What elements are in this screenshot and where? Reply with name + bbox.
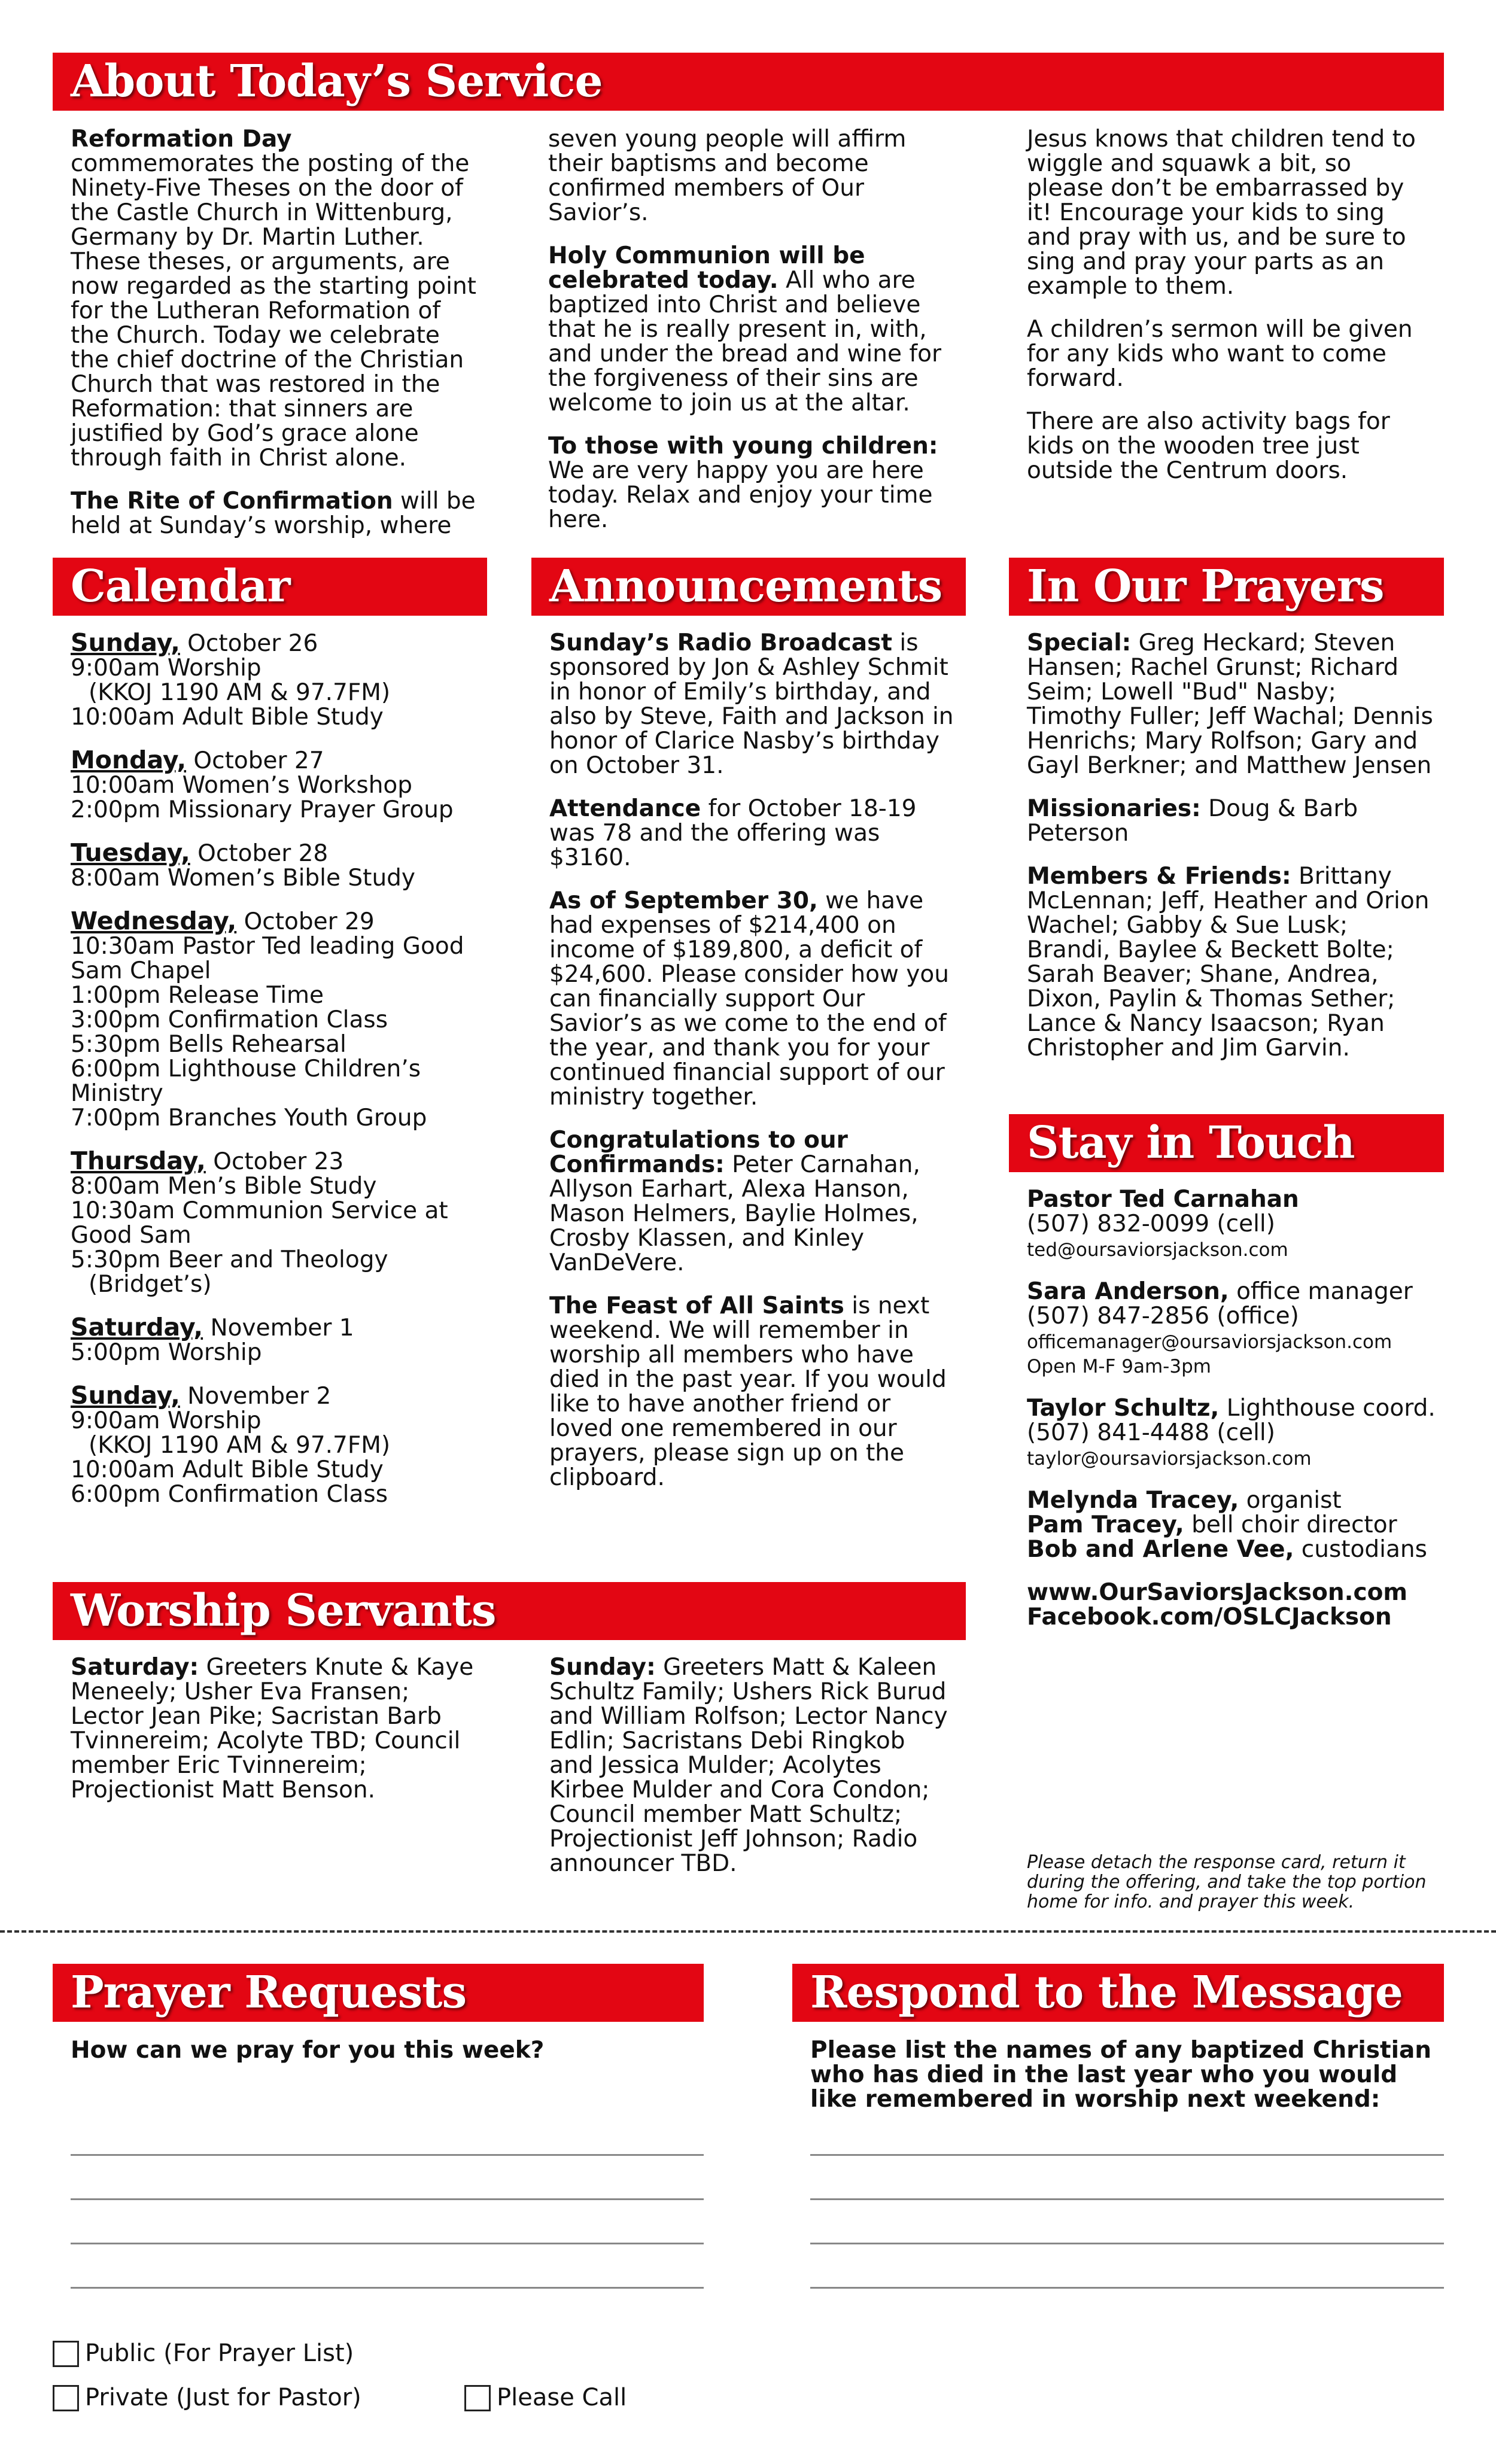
custodian-name: Bob and Arlene Vee, xyxy=(1027,1536,1294,1563)
calendar-list xyxy=(71,628,484,1525)
day-label: Saturday, xyxy=(71,1313,203,1341)
event: (KKOJ 1190 AM & 97.7FM) xyxy=(89,679,391,706)
announcement-text: Peter Carnahan, Allyson Earhart, Alexa Hanson, Mason Helmers, Baylie Holmes, Crosby Klassen, and Kinley VanDeVere. xyxy=(549,1151,920,1276)
day-label: Tuesday, xyxy=(71,838,190,867)
servants-sunday-text xyxy=(549,1655,956,1876)
calendar-banner xyxy=(53,558,487,616)
about-p2 xyxy=(71,489,478,538)
servants-sunday-bold: Sunday: xyxy=(549,1654,656,1681)
respond-write-line-4[interactable] xyxy=(810,2287,1444,2289)
calendar-day-thursday xyxy=(71,1146,484,1298)
announcement-item xyxy=(549,631,956,778)
about-col-1 xyxy=(71,127,478,556)
announcement-text: we have had expenses of $214,400 on income of $189,800, a deficit of $24,600. Please consider how you can financially support Our Savior’s as we come to the end of the year, and thank you for your continued financial support of our ministry together. xyxy=(549,887,949,1111)
about-p1-bold: Reformation Day xyxy=(71,126,292,153)
please-call-checkbox[interactable] xyxy=(464,2385,491,2411)
office-role: office manager xyxy=(1229,1278,1413,1305)
facebook-link[interactable]: Facebook.com/OSLCJackson xyxy=(1027,1604,1392,1631)
announcement-item xyxy=(549,1128,956,1275)
calendar-day-monday xyxy=(71,748,484,822)
calendar-day-saturday xyxy=(71,1315,484,1365)
office-phone: (507) 847-2856 (office) xyxy=(1027,1303,1299,1330)
about-banner xyxy=(53,53,1444,111)
prayer-text: Brittany McLennan; Jeff, Heather and Orion Wachel; Gabby & Sue Lusk; Brandi, Baylee & Beckett Bolte; Sarah Beaver; Shane, Andrea, Dixon, Paylin & Thomas Sether; Lance & Nancy Isaacson; Ryan Christopher and Jim Garvin. xyxy=(1027,863,1430,1061)
event: 8:00am Men’s Bible Study xyxy=(71,1173,377,1200)
announcement-item xyxy=(549,889,956,1109)
about-p6-text: Jesus knows that children tend to wiggle and squawk a bit, so please don’t be embarrassed by it! Encourage your kids to sing and pray with us, and be sure to sing and pray your parts as an example to them. xyxy=(1027,126,1416,300)
event: 10:00am Adult Bible Study xyxy=(71,704,384,731)
about-p2-text: will be held at Sunday’s worship, where xyxy=(71,488,476,539)
prayer-write-line-3[interactable] xyxy=(71,2243,704,2244)
respond-write-line-3[interactable] xyxy=(810,2243,1444,2244)
coord-email[interactable]: taylor@oursaviorsjackson.com xyxy=(1027,1448,1312,1470)
detach-note-text: Please detach the response card, return it during the offering, and take the top portion home for info. and prayer this week. xyxy=(1027,1852,1427,1912)
about-col-3 xyxy=(1027,127,1434,501)
about-p3 xyxy=(548,127,955,225)
prayer-write-line-2[interactable] xyxy=(71,2198,704,2200)
event: 9:00am Worship xyxy=(71,1407,262,1434)
day-date: October 26 xyxy=(180,630,318,657)
respond-write-line-1[interactable] xyxy=(810,2154,1444,2156)
day-date: November 2 xyxy=(180,1383,332,1410)
announcement-item xyxy=(549,796,956,870)
public-checkbox[interactable] xyxy=(53,2341,79,2367)
public-checkbox-label: Public (For Prayer List) xyxy=(85,2340,354,2367)
coord-name: Taylor Schultz, xyxy=(1027,1395,1220,1422)
prayer-requests-title: Prayer Requests xyxy=(71,1967,467,2018)
custodian-role: custodians xyxy=(1294,1536,1427,1563)
prayer-item xyxy=(1027,796,1436,845)
prayer-requests-question: How can we pray for you this week? xyxy=(71,2037,545,2064)
event: 10:30am Communion Service at Good Sam xyxy=(71,1197,448,1249)
day-date: November 1 xyxy=(203,1315,354,1341)
prayers-banner xyxy=(1009,558,1444,616)
prayer-item xyxy=(1027,864,1436,1060)
day-label: Sunday, xyxy=(71,1381,180,1410)
respond-write-line-2[interactable] xyxy=(810,2198,1444,2200)
about-p1 xyxy=(71,127,478,470)
about-p4 xyxy=(548,244,955,415)
about-p2-bold: The Rite of Confirmation xyxy=(71,488,393,515)
coord-phone: (507) 841-4488 (cell) xyxy=(1027,1419,1275,1446)
announcements-banner xyxy=(531,558,966,616)
prayer-item xyxy=(1027,631,1436,778)
servants-title: Worship Servants xyxy=(71,1585,496,1636)
day-date: October 23 xyxy=(205,1148,344,1175)
event: 10:00am Adult Bible Study xyxy=(71,1456,384,1483)
servants-saturday-list: Greeters Knute & Kaye Meneely; Usher Eva Fransen; Lector Jean Pike; Sacristan Barb Tvinnereim; Acolyte TBD; Council member Eric Tvinnereim; Projectionist Matt Benson. xyxy=(71,1654,474,1803)
announcement-item xyxy=(549,1294,956,1490)
day-date: October 28 xyxy=(190,840,329,867)
respond-title: Respond to the Message xyxy=(810,1967,1403,2018)
calendar-day-tuesday xyxy=(71,838,484,892)
detach-note xyxy=(1027,1852,1434,1912)
prayer-bold: Members & Friends: xyxy=(1027,863,1291,890)
announcements-list xyxy=(549,631,956,1508)
event: 5:30pm Bells Rehearsal xyxy=(71,1031,346,1058)
day-label: Wednesday, xyxy=(71,906,237,935)
about-p4-bold: Holy Communion will be celebrated today. xyxy=(548,242,865,294)
calendar-day-sunday-1 xyxy=(71,628,484,731)
announcement-bold: Attendance xyxy=(549,795,701,822)
about-p7-text: A children’s sermon will be given for any kids who want to come forward. xyxy=(1027,316,1413,392)
announcement-text: for October 18-19 was 78 and the offering was $3160. xyxy=(549,795,917,871)
about-col-2 xyxy=(548,127,955,550)
event: 10:30am Pastor Ted leading Good Sam Chapel xyxy=(71,933,464,984)
prayers-title: In Our Prayers xyxy=(1027,561,1384,612)
event: 7:00pm Branches Youth Group xyxy=(71,1105,427,1131)
servants-saturday-bold: Saturday: xyxy=(71,1654,199,1681)
website-link[interactable]: www.OurSaviorsJackson.com xyxy=(1027,1579,1408,1606)
about-p5 xyxy=(548,434,955,532)
servants-sunday-list: Greeters Matt & Kaleen Schultz Family; Ushers Rick Burud and William Rolfson; Lector Nancy Edlin; Sacristans Debi Ringkob and Jessica Mulder; Acolytes Kirbee Mulder and Cora Condon; Council member Matt Schultz; Projectionist Jeff Johnson; Radio announcer TBD. xyxy=(549,1654,948,1877)
bell-name: Pam Tracey, xyxy=(1027,1511,1184,1538)
contact-block xyxy=(1027,1187,1440,1648)
announcement-text: is sponsored by Jon & Ashley Schmit in honor of Emily’s birthday, and also by Steve, Faith and Jackson in honor of Clarice Nasby’s birthday on October 31. xyxy=(549,629,954,779)
event: (Bridget’s) xyxy=(89,1271,212,1298)
announcement-bold: Congratulations to our Confirmands: xyxy=(549,1127,848,1178)
contact-coord xyxy=(1027,1396,1440,1470)
coord-role: Lighthouse coord. xyxy=(1219,1395,1436,1422)
event: 3:00pm Confirmation Class xyxy=(71,1006,388,1033)
about-p3-text: seven young people will affirm their baptisms and become confirmed members of Our Savior’s. xyxy=(548,126,907,226)
pastor-phone: (507) 832-0099 (cell) xyxy=(1027,1210,1275,1237)
about-p8 xyxy=(1027,409,1434,483)
day-label: Sunday, xyxy=(71,628,180,657)
contact-banner xyxy=(1009,1114,1444,1172)
day-label: Thursday, xyxy=(71,1146,206,1175)
about-p7 xyxy=(1027,317,1434,391)
announcement-bold: Sunday’s Radio Broadcast xyxy=(549,629,892,656)
prayers-list xyxy=(1027,631,1436,1079)
day-date: October 29 xyxy=(236,908,375,935)
servants-saturday xyxy=(71,1655,478,1821)
private-checkbox[interactable] xyxy=(53,2385,79,2411)
prayer-write-line-4[interactable] xyxy=(71,2287,704,2289)
contact-title: Stay in Touch xyxy=(1027,1117,1355,1169)
please-call-checkbox-label: Please Call xyxy=(497,2384,627,2411)
event: 5:30pm Beer and Theology xyxy=(71,1246,388,1273)
about-p1-text: commemorates the posting of the Ninety-Five Theses on the door of the Castle Church in Wittenburg, Germany by Dr. Martin Luther. These theses, or arguments, are now regarded as the starting point for the Lutheran Reformation of the Church. Today we celebrate the chief doctrine of the Christian Church that was restored in the Reformation: that sinners are justified by God’s grace alone through faith in Christ alone. xyxy=(71,150,476,471)
calendar-day-wednesday xyxy=(71,906,484,1131)
prayer-requests-banner xyxy=(53,1964,704,2022)
contact-web xyxy=(1027,1580,1440,1629)
pastor-name: Pastor Ted Carnahan xyxy=(1027,1186,1299,1213)
prayer-bold: Special: xyxy=(1027,629,1132,656)
event: 1:00pm Release Time xyxy=(71,982,324,1009)
organist-role: organist xyxy=(1239,1487,1342,1514)
event: 2:00pm Missionary Prayer Group xyxy=(71,796,454,823)
contact-staff xyxy=(1027,1488,1440,1562)
private-checkbox-label: Private (Just for Pastor) xyxy=(85,2384,361,2411)
prayer-text: Greg Heckard; Steven Hansen; Rachel Grunst; Richard Seim; Lowell "Bud" Nasby; Timothy Fuller; Jeff Wachal; Dennis Henrichs; Mary Rolfson; Gary and Gayl Berkner; and Matthew Jensen xyxy=(1027,629,1433,779)
pastor-email[interactable]: ted@oursaviorsjackson.com xyxy=(1027,1239,1288,1261)
office-name: Sara Anderson, xyxy=(1027,1278,1229,1305)
event: 6:00pm Lighthouse Children’s Ministry xyxy=(71,1055,421,1107)
contact-pastor xyxy=(1027,1187,1440,1261)
event: (KKOJ 1190 AM & 97.7FM) xyxy=(89,1432,391,1459)
servants-saturday-text xyxy=(71,1655,478,1802)
event: 10:00am Women’s Workshop xyxy=(71,772,413,799)
about-p5-text: We are very happy you are here today. Relax and enjoy your time here. xyxy=(548,457,933,533)
calendar-day-sunday-2 xyxy=(71,1383,484,1507)
announcement-text: is next weekend. We will remember in worship all members who have died in the past year. If you would like to have another friend or loved one remembered in our prayers, please sign up on the clipboard. xyxy=(549,1292,947,1491)
contact-office xyxy=(1027,1279,1440,1377)
about-p8-text: There are also activity bags for kids on the wooden tree just outside the Centrum doors. xyxy=(1027,408,1390,484)
about-p6 xyxy=(1027,127,1434,299)
calendar-title: Calendar xyxy=(71,561,290,612)
respond-banner xyxy=(792,1964,1444,2022)
day-date: October 27 xyxy=(186,747,324,774)
announcement-bold: The Feast of All Saints xyxy=(549,1292,844,1319)
bell-role: bell choir director xyxy=(1184,1511,1397,1538)
day-label: Monday, xyxy=(71,746,187,774)
announcement-bold: As of September 30, xyxy=(549,887,818,914)
about-p4-text: All who are baptized into Christ and believe that he is really present in, with, and under the bread and wine for the forgiveness of their sins are welcome to join us at the altar. xyxy=(548,267,942,416)
event: 9:00am Worship xyxy=(71,655,262,682)
event: 6:00pm Confirmation Class xyxy=(71,1481,388,1508)
detach-cut-line xyxy=(0,1930,1496,1933)
about-title: About Today’s Service xyxy=(71,56,603,107)
prayer-text: Doug & Barb Peterson xyxy=(1027,795,1358,847)
announcements-title: Announcements xyxy=(549,561,942,612)
event: 5:00pm Worship xyxy=(71,1339,262,1366)
organist-name: Melynda Tracey, xyxy=(1027,1487,1239,1514)
office-email[interactable]: officemanager@oursaviorsjackson.com xyxy=(1027,1331,1392,1353)
event: 8:00am Women’s Bible Study xyxy=(71,865,415,892)
prayer-bold: Missionaries: xyxy=(1027,795,1201,822)
respond-question: Please list the names of any baptized Christian who has died in the last year who you would like remembered in worship next weekend: xyxy=(810,2037,1432,2113)
servants-sunday xyxy=(549,1655,956,1894)
prayer-write-line-1[interactable] xyxy=(71,2154,704,2156)
office-hours: Open M-F 9am-3pm xyxy=(1027,1356,1211,1377)
about-p5-bold: To those with young children: xyxy=(548,433,938,460)
servants-banner xyxy=(53,1582,966,1640)
